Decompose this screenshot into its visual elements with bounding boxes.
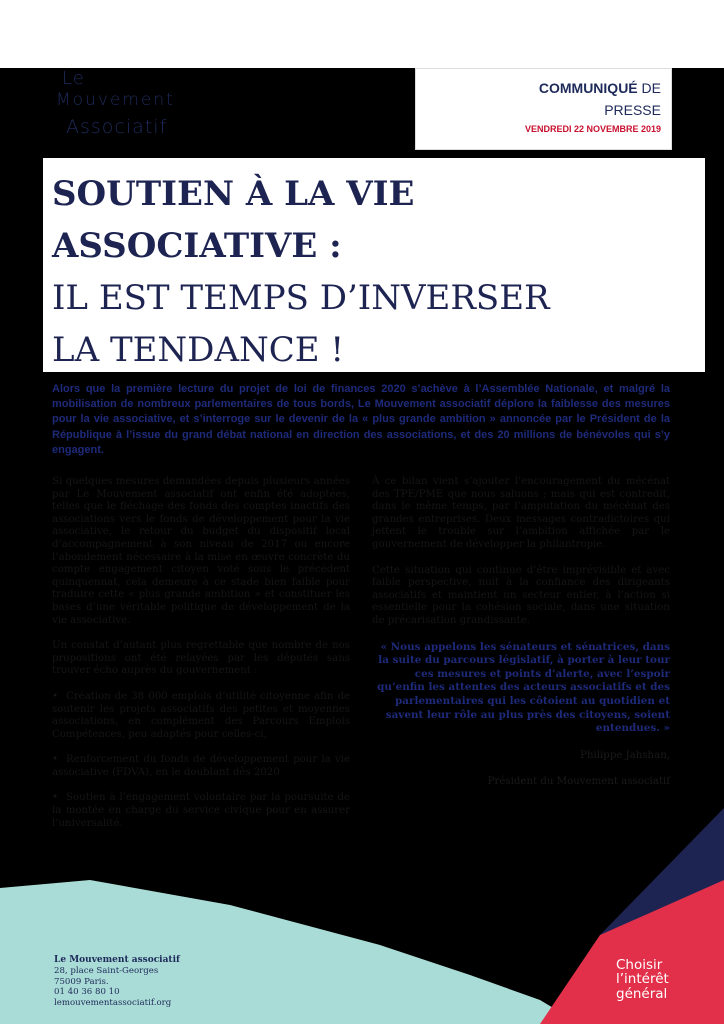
press-label-de: DE [637, 80, 661, 96]
bullet-mark-3: • [52, 792, 59, 804]
left-paragraph-2: Un constat d’autant plus regrettable que nombre de nos propositions ont été relayées par les députés sans trouver écho auprès du gouvernement : [52, 640, 350, 677]
tagline-line-2: l’intérêt [616, 971, 669, 988]
tagline-line-3: général [616, 985, 668, 1002]
tagline-line-1: Choisir [616, 957, 663, 973]
right-paragraph-1: À ce bilan vient s’ajouter l’encouragement du mécénat des TPE/PME que nous saluons ; mais qui est contredit, dans le même temps, par l’amputation du mécénat des grandes entreprises. Deux messages contradictoires qui jettent le trouble sur l’ambition affichée par le gouvernement de développer la philantropie. [372, 476, 670, 550]
lead-paragraph: Alors que la première lecture du projet de loi de finances 2020 s’achève à l’Assemblée Nationale, et malgré la mobilisation de nombreux parlementaires de tous bords, Le Mouvement associatif déplore la faiblesse des mesures pour la vie associative, et s’interroge sur le devenir de la « plus grande ambition » annoncée par le Président de la République à l’issue du grand débat national en direction des associations, et des 20 millions de bénévoles qui s’y engagent. [52, 383, 670, 456]
tagline [616, 958, 669, 1001]
footer-address [54, 955, 180, 1009]
footer-org-name: Le Mouvement associatif [54, 955, 180, 965]
crimson-triangle-shape [540, 880, 724, 1024]
logo-line-2: Mouvement [56, 90, 175, 110]
right-paragraph-2: Cette situation qui continue d’être imprévisible et avec faible perspective, nuit à la confiance des dirigeants associatifs et maintient un secteur entier, à l’action si essentielle pour la cohésion sociale, dans une situation de précarisation grandissante. [372, 564, 670, 626]
footer-city: 75009 Paris. [54, 976, 109, 987]
footer-street: 28, place Saint-Georges [54, 965, 159, 976]
left-paragraph-1: Si quelques mesures demandées depuis plusieurs années par Le Mouvement associatif ont enfin été adoptées, telles que le fléchage des fonds des comptes inactifs des associations vers le fonds de développement pour la vie associative, le retour du budget du dispositif local d’accompagnement à son niveau de 2017 ou encore l’abondement nécessaire à la mise en œuvre concrète du compte engagement citoyen voté sous le précédent quinquennat, cela demeure à ce stade bien faible pour traduire cette « plus grande ambition » et constituer les bases d’une véritable politique de développement de la vie associative. [52, 476, 350, 626]
headline-line-1: SOUTIEN À LA VIE [52, 174, 415, 214]
headline-line-4: LA TENDANCE ! [52, 330, 345, 370]
logo-line-1: Le [62, 68, 85, 89]
logo-line-3: Associatif [66, 116, 168, 138]
headline-line-2: ASSOCIATIVE : [52, 226, 342, 266]
pull-quote: « Nous appelons les sénateurs et sénatrices, dans la suite du parcours législatif, à porter à leur tour ces mesures et points d’alerte, avec l’espoir qu’enfin les attentes des acteurs associatifs et des parlementaires qui les côtoient au quotidien et savent leur rôle au plus près des citoyens, soient entendues. » [377, 640, 670, 735]
bullet-text-2: Renforcement du fonds de développement pour la vie associative (FDVA), en le doublant dès 2020 [52, 754, 350, 778]
bullet-text-3: Soutien à l’engagement volontaire par la poursuite de la montée en charge du service civique pour en assurer l’universalité. [52, 792, 350, 829]
signature-name: Philippe Jahshan, [580, 749, 670, 761]
bullet-mark-2: • [52, 754, 59, 766]
signature-role: Président du Mouvement associatif [487, 775, 670, 787]
bullet-text-1: Création de 38 000 emplois d’utilité citoyenne afin de soutenir les projets associatifs des petites et moyennes associations, en complément des Parcours Emplois Compétences, peu adaptés pour celles-ci, [52, 690, 350, 740]
footer-phone: 01 40 36 80 10 [54, 987, 120, 998]
press-date: VENDREDI 22 NOVEMBRE 2019 [524, 124, 661, 134]
press-label-bold: COMMUNIQUÉ [538, 80, 638, 96]
headline-line-3: IL EST TEMPS D’INVERSER [52, 278, 550, 318]
press-label-line-2: PRESSE [604, 102, 661, 118]
footer-website-link[interactable]: lemouvementassociatif.org [54, 998, 172, 1009]
bullet-mark-1: • [52, 690, 59, 702]
